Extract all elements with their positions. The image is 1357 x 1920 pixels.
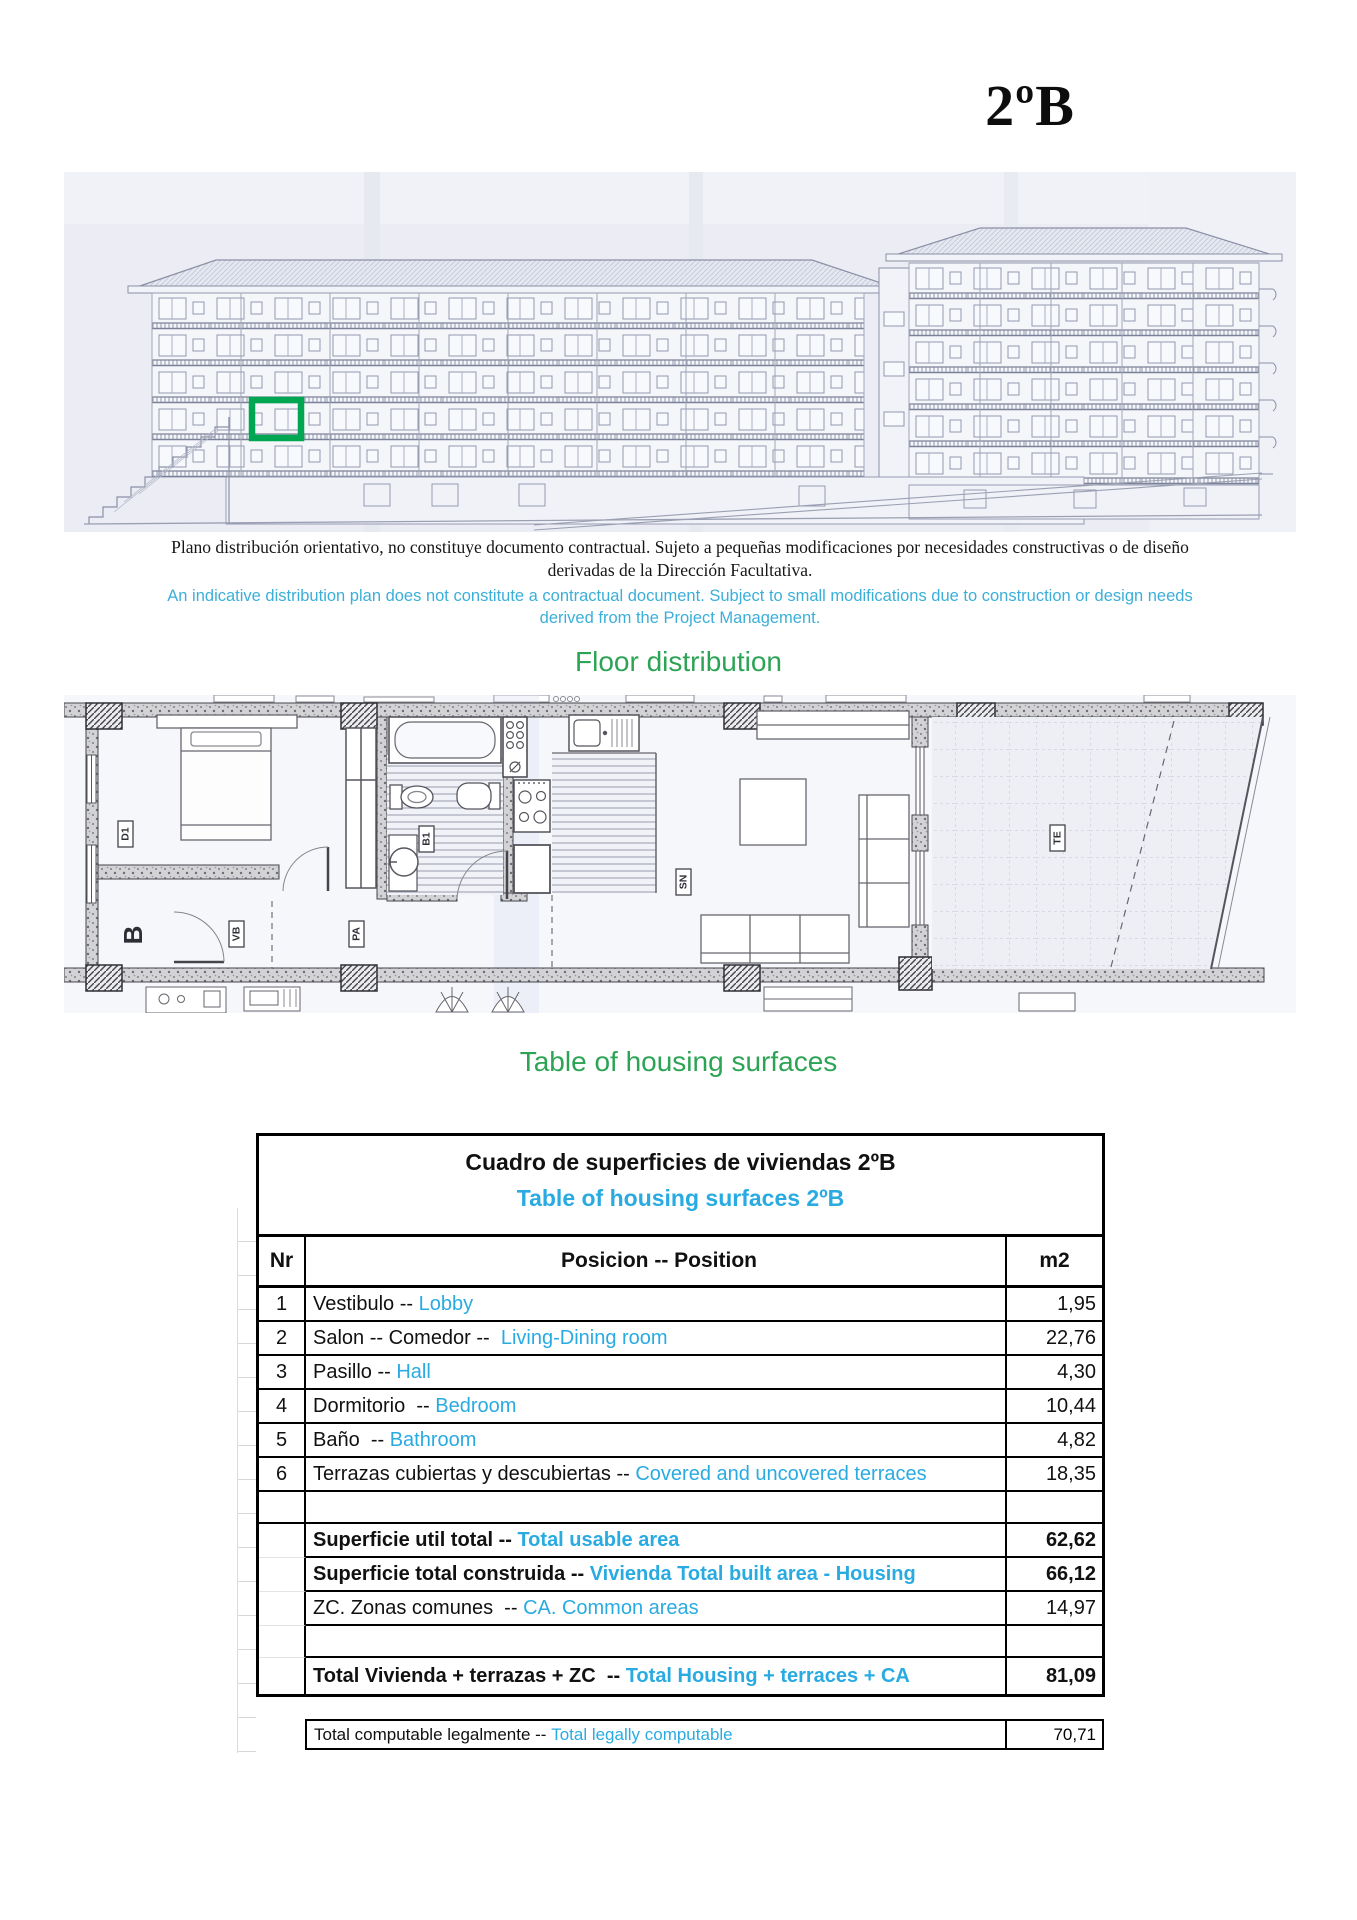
table-title [259, 1136, 1102, 1237]
row-area: 10,44 [1005, 1390, 1102, 1424]
table-row [259, 1390, 1102, 1424]
disclaimer-en-line1: An indicative distribution plan does not constitute a contractual document. Subject to small modifications due to construction or design needs [167, 587, 1193, 605]
row-area: 1,95 [1005, 1288, 1102, 1322]
row-position [306, 1288, 1005, 1322]
row-position [306, 1322, 1005, 1356]
row-position [306, 1356, 1005, 1390]
disclaimer-en-line2: derived from the Project Management. [539, 609, 821, 627]
vent-shaft [503, 717, 527, 777]
position-es: Pasillo -- [313, 1360, 397, 1383]
table-row-common-areas [259, 1592, 1102, 1626]
label-vb: VB [230, 926, 243, 942]
table-row [259, 1288, 1102, 1322]
disclaimer-es-line1: Plano distribución orientativo, no constituye documento contractual. Sujeto a pequeñas modificaciones por necesidades constructivas o de diseño [171, 537, 1189, 557]
heading-floor-distribution: Floor distribution [575, 646, 782, 677]
building-elevation [64, 172, 1296, 532]
row-area: 4,82 [1005, 1424, 1102, 1458]
building-elevation-drawing [64, 172, 1296, 532]
page-title: 2ºB [985, 73, 1075, 138]
table-title-english: Table of housing surfaces 2ºB [516, 1185, 845, 1211]
row-area: 22,76 [1005, 1322, 1102, 1356]
position-es: Vestibulo -- [313, 1292, 419, 1315]
row-position [306, 1424, 1005, 1458]
position-es: Superficie util total -- [313, 1528, 518, 1551]
kitchen-floor [552, 753, 656, 893]
label-d1: D1 [119, 827, 132, 841]
position-en: Living-Dining room [500, 1326, 668, 1349]
row-position [307, 1721, 1005, 1748]
spreadsheet-gridline-stubs [237, 1208, 256, 1753]
row-area: 70,71 [1005, 1721, 1102, 1748]
position-en: Total usable area [517, 1528, 680, 1551]
row-area: 81,09 [1005, 1658, 1102, 1694]
disclaimer-es-line2: derivadas de la Dirección Facultativa. [547, 560, 813, 580]
legal-computable-row [305, 1719, 1104, 1750]
table-spacer-row [259, 1492, 1102, 1524]
header-nr: Nr [259, 1237, 306, 1285]
label-unit-letter: B [118, 925, 148, 945]
kitchen-sink [569, 715, 639, 751]
disclaimer-spanish [60, 536, 1300, 582]
washbasin [389, 835, 418, 891]
row-position [306, 1592, 1005, 1626]
position-en: Vivienda Total built area - Housing [589, 1562, 916, 1585]
row-number: 3 [259, 1356, 306, 1390]
table-row [259, 1356, 1102, 1390]
position-es: Total computable legalmente -- [314, 1724, 552, 1744]
position-en: Bathroom [389, 1428, 477, 1451]
row-area: 66,12 [1005, 1558, 1102, 1592]
row-position [306, 1524, 1005, 1558]
row-area: 14,97 [1005, 1592, 1102, 1626]
row-position [306, 1458, 1005, 1492]
right-building-block [886, 228, 1282, 485]
label-pa: PA [350, 927, 363, 941]
label-te: TE [1051, 831, 1064, 845]
bidet [457, 783, 500, 809]
stove [514, 780, 550, 832]
sofa-bottom [701, 915, 849, 963]
table-spacer-row [259, 1626, 1102, 1658]
row-number: 6 [259, 1458, 306, 1492]
left-roof [134, 260, 896, 288]
kitchen-cabinet [514, 845, 550, 893]
position-es: Baño -- [313, 1428, 390, 1451]
bedroom-partition-wall [86, 865, 279, 879]
label-sn: SN [677, 874, 690, 890]
header-m2: m2 [1005, 1237, 1102, 1285]
row-area: 4,30 [1005, 1356, 1102, 1390]
heading-table-of-surfaces: Table of housing surfaces [519, 1046, 838, 1077]
table-row [259, 1458, 1102, 1492]
position-es: ZC. Zonas comunes -- [313, 1596, 524, 1619]
floor-plan-drawing [64, 695, 1296, 1013]
table-row-grand-total [259, 1658, 1102, 1694]
closet [346, 728, 376, 888]
floor-plan [64, 695, 1296, 1013]
toilet [390, 785, 433, 809]
table-header-row [259, 1237, 1102, 1288]
row-area: 62,62 [1005, 1524, 1102, 1558]
surfaces-table [256, 1133, 1105, 1697]
row-position [306, 1558, 1005, 1592]
position-es: Total Vivienda + terrazas + ZC -- [313, 1664, 626, 1687]
row-number: 2 [259, 1322, 306, 1356]
disclaimer-english [60, 585, 1300, 629]
table-title-spanish: Cuadro de superficies de viviendas 2ºB [465, 1149, 896, 1175]
position-en: Bedroom [435, 1394, 517, 1417]
left-building-block [128, 260, 902, 477]
table-row-total-built [259, 1558, 1102, 1592]
row-position [306, 1658, 1005, 1694]
position-en: Hall [396, 1360, 431, 1383]
row-number: 4 [259, 1390, 306, 1424]
label-b1: B1 [420, 832, 433, 846]
position-es: Salon -- Comedor -- [313, 1326, 501, 1349]
row-area: 18,35 [1005, 1458, 1102, 1492]
table-row [259, 1424, 1102, 1458]
position-es: Superficie total construida -- [313, 1562, 590, 1585]
table-row [259, 1322, 1102, 1356]
position-en: Covered and uncovered terraces [635, 1462, 927, 1485]
row-number: 1 [259, 1288, 306, 1322]
bathtub [389, 717, 501, 763]
row-number: 5 [259, 1424, 306, 1458]
dining-table [740, 779, 806, 845]
position-en: Total legally computable [551, 1724, 733, 1744]
position-en: Total Housing + terraces + CA [625, 1664, 910, 1687]
header-position: Posicion -- Position [560, 1249, 757, 1272]
position-en: Lobby [418, 1292, 474, 1315]
position-es: Terrazas cubiertas y descubiertas -- [313, 1462, 636, 1485]
table-row-total-usable [259, 1524, 1102, 1558]
row-position [306, 1390, 1005, 1424]
position-es: Dormitorio -- [313, 1394, 436, 1417]
terrace [932, 717, 1270, 969]
position-en: CA. Common areas [523, 1596, 699, 1619]
